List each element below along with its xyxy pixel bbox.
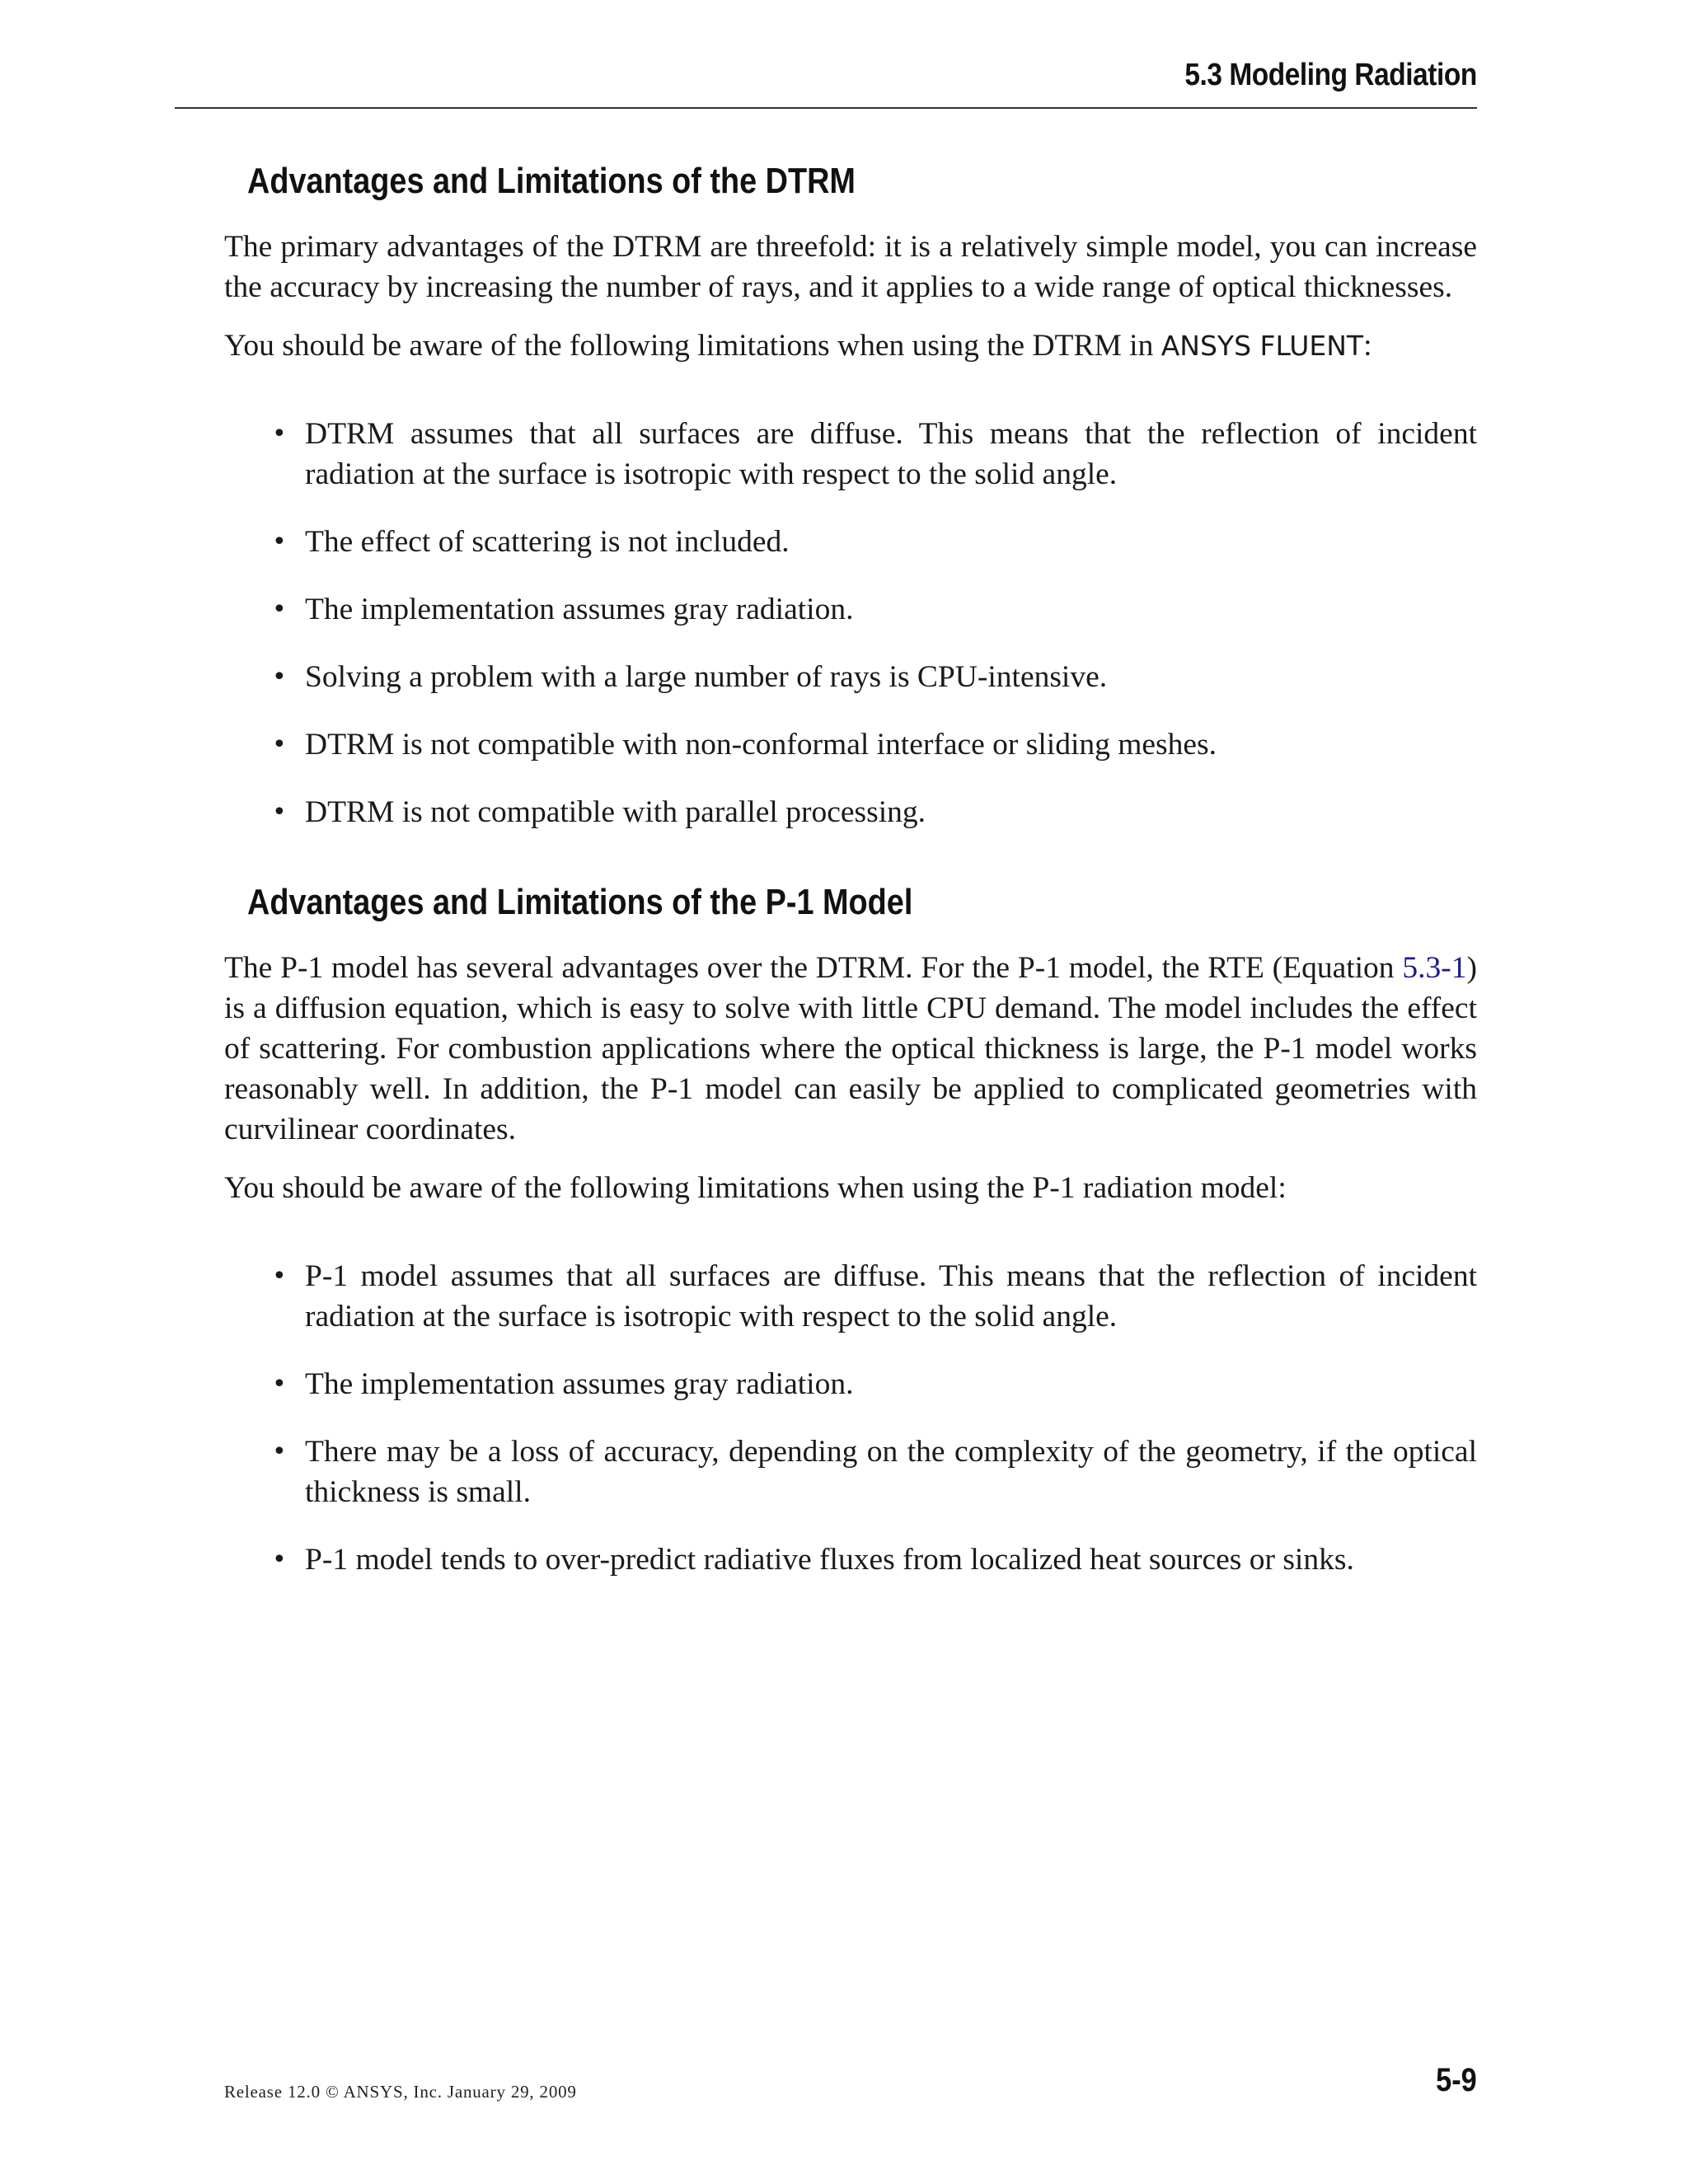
list-item-text: The effect of scattering is not included. [305, 525, 790, 559]
running-header-title: 5.3 Modeling Radiation [1184, 58, 1477, 92]
bullet-icon: • [272, 798, 287, 827]
dtrm-limitations-list [224, 414, 1477, 832]
list-item-text: DTRM is not compatible with non-conformal interface or sliding meshes. [305, 728, 1217, 762]
p1-advantages-text-start: The P-1 model has several advantages over the DTRM. For the P-1 model, the RTE (Equation [224, 951, 1403, 985]
bullet-icon: • [272, 1262, 287, 1291]
page-number: 5-9 [1436, 2062, 1477, 2098]
list-item [224, 724, 1477, 765]
running-header [175, 49, 1477, 109]
dtrm-limitations-intro-colon: : [1363, 329, 1372, 363]
p1-limitations-intro: You should be aware of the following limitations when using the P-1 radiation model: [224, 1171, 1287, 1205]
p1-advantages-text-end: ) is a diffusion equation, which is easy to solve with little CPU demand. The model includes the effect of scattering. For combustion applications where the optical thickness is large, the P-1 model works reasonably well. In addition, the P-1 model can easily be applied to complicated geometries with curvilinear coordinates. [224, 951, 1477, 1146]
bullet-icon: • [272, 1370, 287, 1399]
list-item [224, 589, 1477, 630]
product-name: ANSYS FLUENT [1160, 330, 1364, 362]
list-item [224, 657, 1477, 697]
list-item-text: The implementation assumes gray radiation. [305, 593, 854, 626]
list-item-text: There may be a loss of accuracy, depending on the complexity of the geometry, if the optical thickness is small. [305, 1435, 1477, 1509]
list-item [224, 414, 1477, 494]
bullet-icon: • [272, 527, 287, 556]
list-item [224, 522, 1477, 562]
list-item-text: P-1 model assumes that all surfaces are diffuse. This means that the reflection of incident radiation at the surface is isotropic with respect to the solid angle. [305, 1259, 1477, 1333]
bullet-icon: • [272, 1545, 287, 1574]
list-item-text: P-1 model tends to over-predict radiative fluxes from localized heat sources or sinks. [305, 1543, 1354, 1577]
p1-limitations-list [224, 1256, 1477, 1580]
section-heading-p1: Advantages and Limitations of the P-1 Model [247, 882, 913, 922]
page-content [224, 161, 1477, 1607]
bullet-icon: • [272, 419, 287, 448]
bullet-icon: • [272, 663, 287, 691]
list-item-text: DTRM assumes that all surfaces are diffuse. This means that the reflection of incident radiation at the surface is isotropic with respect to the solid angle. [305, 417, 1477, 491]
list-item-text: The implementation assumes gray radiation. [305, 1367, 854, 1401]
equation-link[interactable]: 5.3-1 [1402, 951, 1467, 985]
list-item-text: DTRM is not compatible with parallel processing. [305, 795, 926, 829]
dtrm-limitations-intro-text: You should be aware of the following limitations when using the DTRM in [224, 329, 1161, 363]
list-item [224, 1432, 1477, 1512]
bullet-icon: • [272, 1437, 287, 1466]
dtrm-limitations-intro [224, 326, 1477, 366]
list-item-text: Solving a problem with a large number of rays is CPU-intensive. [305, 660, 1108, 694]
list-item [224, 1256, 1477, 1337]
section-heading-dtrm: Advantages and Limitations of the DTRM [247, 161, 856, 201]
bullet-icon: • [272, 595, 287, 624]
p1-advantages-paragraph [224, 948, 1477, 1150]
list-item [224, 1364, 1477, 1404]
list-item [224, 1540, 1477, 1580]
bullet-icon: • [272, 730, 287, 759]
list-item [224, 792, 1477, 832]
footer-release-info: Release 12.0 © ANSYS, Inc. January 29, 2009 [224, 2082, 577, 2102]
dtrm-advantages-paragraph: The primary advantages of the DTRM are threefold: it is a relatively simple model, you can increase the accuracy by increasing the number of rays, and it applies to a wide range of optical thicknesses. [224, 230, 1477, 304]
